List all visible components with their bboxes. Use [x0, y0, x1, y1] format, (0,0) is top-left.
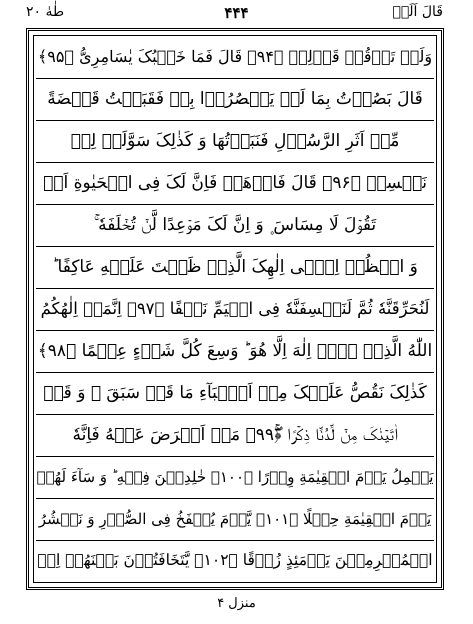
- text-line: یَحۡمِلُ یَوۡمَ الۡقِیٰمَةِ وِزۡرًا ﴿۱۰۰﴾ خٰلِدِیۡنَ فِیۡهِ ؕ وَ سَآءَ لَهُمۡ: [36, 467, 434, 486]
- line-divider: [36, 540, 434, 541]
- text-line: کَذٰلِکَ نَقُصُّ عَلَیۡکَ مِنۡ اَنۡۢبَآءِ مَا قَدۡ سَبَقَ ۚ وَ قَدۡ: [43, 382, 427, 403]
- text-line: تَقُوۡلَ لَا مِسَاسَ ۪ وَ اِنَّ لَکَ مَوۡعِدًا لَّنۡ تُخۡلَفَهٗ ۚ: [93, 214, 377, 235]
- section-label: طٰهٰ ۲۰: [26, 4, 65, 20]
- line-divider: [36, 246, 434, 247]
- text-line: لَنُحَرِّقَنَّهٗ ثُمَّ لَنَنۡسِفَنَّهٗ فِی الۡیَمِّ نَسۡفًا ﴿۹۷﴾ اِنَّمَاۤ اِلٰهُکُمُ: [40, 298, 430, 318]
- text-line: وَ انۡظُرۡ اِلٰۤی اِلٰهِکَ الَّذِیۡ ظَلۡتَ عَلَیۡهِ عَاکِفًا ؕ: [52, 256, 418, 277]
- line-divider: [36, 288, 434, 289]
- text-line: نَفۡسِیۡ ﴿۹۶﴾ قَالَ فَاذۡهَبۡ فَاِنَّ لَکَ فِی الۡحَیٰوةِ اَنۡ: [43, 172, 427, 193]
- line-divider: [36, 162, 434, 163]
- page-header: [0, 0, 473, 28]
- text-line: اللّٰهُ الَّذِیۡ لَاۤ اِلٰهَ اِلَّا هُوَ ؕ وَسِعَ کُلَّ شَیۡءٍ عِلۡمًا ﴿۹۸﴾: [37, 340, 433, 361]
- page-number: ۴۴۴: [224, 4, 249, 22]
- text-line: اٰتَیۡنٰکَ مِنۡ لَّدُنَّا ذِکۡرًا ﴿ۖۚ۹۹﴾ مَنۡ اَعۡرَضَ عَنۡهُ فَاِنَّهٗ: [72, 424, 398, 445]
- line-divider: [36, 204, 434, 205]
- line-divider: [36, 78, 434, 79]
- line-divider: [36, 456, 434, 457]
- surah-title: قَالَ اَلَمۡ: [392, 4, 443, 20]
- text-line: الۡمُجۡرِمِیۡنَ یَوۡمَئِذٍ زُرۡقًا ﴿۱۰۲﴾ یَّتَخَافَتُوۡنَ بَیۡنَهُمۡ اِنۡ: [37, 551, 433, 570]
- text-line: یَوۡمَ الۡقِیٰمَةِ حِمۡلًا ﴿۱۰۱﴾ یَّوۡمَ یُنۡفَخُ فِی الصُّوۡرِ وَ نَحۡشُرُ: [38, 509, 432, 528]
- text-line: قَالَ بَصُرۡتُ بِمَا لَمۡ یَبۡصُرُوۡا بِهٖ فَقَبَضۡتُ قَبۡضَةً: [47, 88, 423, 109]
- line-divider: [36, 414, 434, 415]
- text-line: وَلَمۡ تَرۡقُبۡ قَوۡلِیۡ ﴿۹۴﴾ قَالَ فَمَا خَطۡبُکَ یٰسَامِرِیُّ ﴿۹۵﴾: [37, 47, 433, 66]
- line-divider: [36, 330, 434, 331]
- manzil-label: منزل ۴: [217, 596, 256, 611]
- line-divider: [36, 498, 434, 499]
- text-line: مِّنۡ اَثَرِ الرَّسُوۡلِ فَنَبَذۡتُهَا وَ کَذٰلِکَ سَوَّلَتۡ لِیۡ: [70, 130, 400, 151]
- line-divider: [36, 372, 434, 373]
- line-divider: [36, 120, 434, 121]
